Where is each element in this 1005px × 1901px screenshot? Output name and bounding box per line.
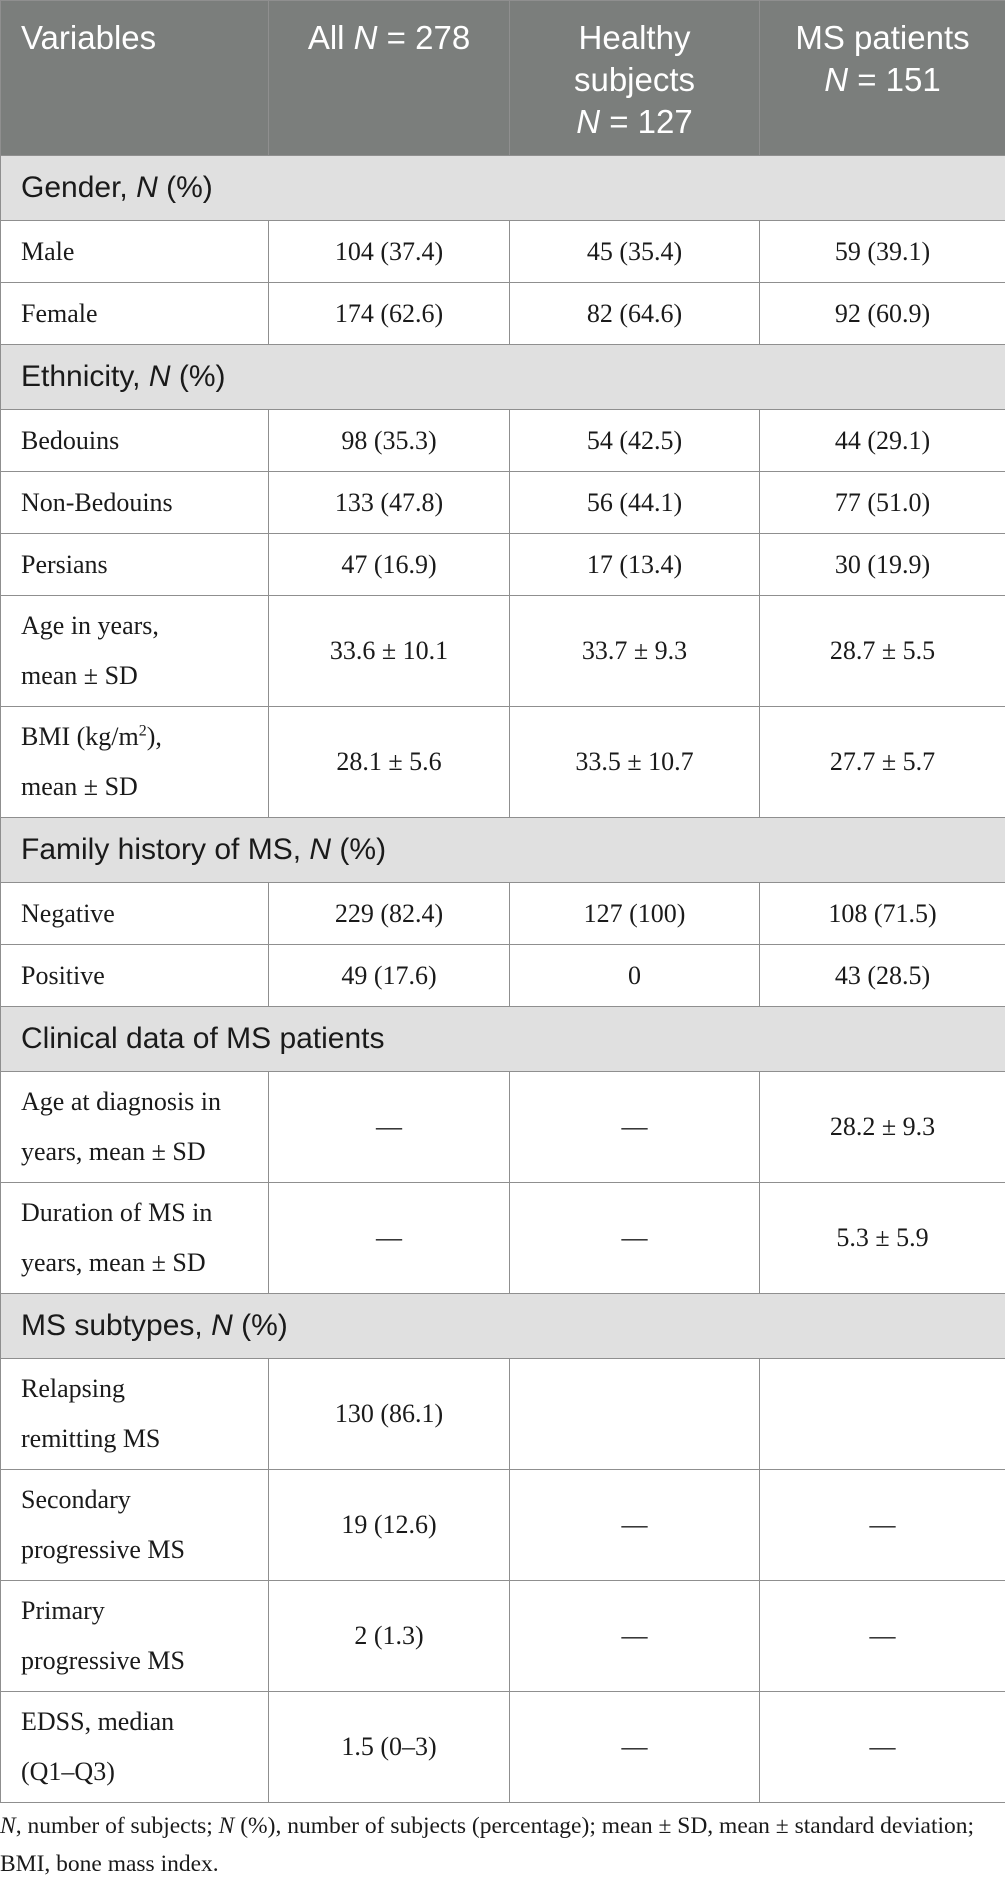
- cell-healthy: 17 (13.4): [510, 534, 760, 596]
- cell-ms: 77 (51.0): [760, 472, 1005, 534]
- cell-healthy: 82 (64.6): [510, 283, 760, 345]
- cell-healthy: 33.7 ± 9.3: [510, 596, 760, 707]
- table-footnote: N, number of subjects; N (%), number of subjects (percentage); mean ± SD, mean ± standard deviation; BMI, bone mass index.: [0, 1813, 975, 1877]
- cell-ms: 44 (29.1): [760, 410, 1005, 472]
- table-row: [1, 534, 1005, 596]
- cell-healthy: 45 (35.4): [510, 221, 760, 283]
- cell-all: 1.5 (0–3): [269, 1692, 510, 1803]
- table-row: [1, 1072, 1005, 1183]
- table-row: [1, 472, 1005, 534]
- cell-all: 174 (62.6): [269, 283, 510, 345]
- cell-ms: 28.2 ± 9.3: [760, 1072, 1005, 1183]
- cell-all: 28.1 ± 5.6: [269, 707, 510, 818]
- cell-ms: 5.3 ± 5.9: [760, 1183, 1005, 1294]
- table-row: [1, 1692, 1005, 1803]
- row-label: Duration of MS in years, mean ± SD: [1, 1183, 269, 1294]
- cell-ms: 43 (28.5): [760, 945, 1005, 1007]
- section-label: MS subtypes, N (%): [1, 1294, 1005, 1359]
- cell-all: 98 (35.3): [269, 410, 510, 472]
- table-row: [1, 221, 1005, 283]
- cell-ms: 30 (19.9): [760, 534, 1005, 596]
- cell-ms: 27.7 ± 5.7: [760, 707, 1005, 818]
- row-label: BMI $(kg/m^2)$, mean ± SD: [1, 707, 269, 818]
- section-family-history: [1, 818, 1005, 883]
- row-label: Positive: [1, 945, 269, 1007]
- header-all: All N = 278: [269, 1, 510, 156]
- table-row: [1, 283, 1005, 345]
- header-ms-patients: MS patients N = 151: [760, 1, 1005, 156]
- table-row: [1, 596, 1005, 707]
- table-row: [1, 945, 1005, 1007]
- row-label: Relapsing remitting MS: [1, 1359, 269, 1470]
- cell-ms: 108 (71.5): [760, 883, 1005, 945]
- row-label: Female: [1, 283, 269, 345]
- cell-healthy: —: [510, 1072, 760, 1183]
- cell-healthy: —: [510, 1581, 760, 1692]
- cell-all: 33.6 ± 10.1: [269, 596, 510, 707]
- table-row: [1, 410, 1005, 472]
- row-label: Age at diagnosis in years, mean ± SD: [1, 1072, 269, 1183]
- row-label: EDSS, median (Q1–Q3): [1, 1692, 269, 1803]
- cell-all: —: [269, 1072, 510, 1183]
- section-label: Family history of MS, N (%): [1, 818, 1005, 883]
- section-gender: [1, 156, 1005, 221]
- cell-all: 19 (12.6): [269, 1470, 510, 1581]
- cell-ms: 59 (39.1): [760, 221, 1005, 283]
- cell-all: —: [269, 1183, 510, 1294]
- cell-all: 47 (16.9): [269, 534, 510, 596]
- table-row: [1, 1359, 1005, 1470]
- cell-healthy: 33.5 ± 10.7: [510, 707, 760, 818]
- table-row: [1, 1470, 1005, 1581]
- cell-all: 229 (82.4): [269, 883, 510, 945]
- cell-all: 49 (17.6): [269, 945, 510, 1007]
- cell-healthy: —: [510, 1183, 760, 1294]
- section-label: Ethnicity, N (%): [1, 345, 1005, 410]
- section-label: Gender, N (%): [1, 156, 1005, 221]
- row-label: Non-Bedouins: [1, 472, 269, 534]
- cell-all: 2 (1.3): [269, 1581, 510, 1692]
- cell-all: 133 (47.8): [269, 472, 510, 534]
- section-clinical: [1, 1007, 1005, 1072]
- cell-healthy: 54 (42.5): [510, 410, 760, 472]
- cell-ms: —: [760, 1470, 1005, 1581]
- cell-healthy: —: [510, 1470, 760, 1581]
- cell-all: 130 (86.1): [269, 1359, 510, 1470]
- row-label: Negative: [1, 883, 269, 945]
- section-subtypes: [1, 1294, 1005, 1359]
- cell-healthy: —: [510, 1692, 760, 1803]
- row-label: Secondary progressive MS: [1, 1470, 269, 1581]
- table-row: [1, 883, 1005, 945]
- row-label: Age in years, mean ± SD: [1, 596, 269, 707]
- cell-all: 104 (37.4): [269, 221, 510, 283]
- cell-healthy: 0: [510, 945, 760, 1007]
- header-variables: Variables: [1, 1, 269, 156]
- cell-ms: —: [760, 1581, 1005, 1692]
- cell-healthy: 56 (44.1): [510, 472, 760, 534]
- table-row: [1, 707, 1005, 818]
- section-label: Clinical data of MS patients: [1, 1007, 1005, 1072]
- cell-ms: 92 (60.9): [760, 283, 1005, 345]
- cell-ms: [760, 1359, 1005, 1470]
- cell-healthy: [510, 1359, 760, 1470]
- cell-ms: —: [760, 1692, 1005, 1803]
- cell-ms: 28.7 ± 5.5: [760, 596, 1005, 707]
- cell-healthy: 127 (100): [510, 883, 760, 945]
- row-label: Male: [1, 221, 269, 283]
- header-row: [1, 1, 1005, 156]
- header-healthy: Healthy subjects N = 127: [510, 1, 760, 156]
- row-label: Persians: [1, 534, 269, 596]
- table-row: [1, 1581, 1005, 1692]
- table-row: [1, 1183, 1005, 1294]
- row-label: Primary progressive MS: [1, 1581, 269, 1692]
- row-label: Bedouins: [1, 410, 269, 472]
- section-ethnicity: [1, 345, 1005, 410]
